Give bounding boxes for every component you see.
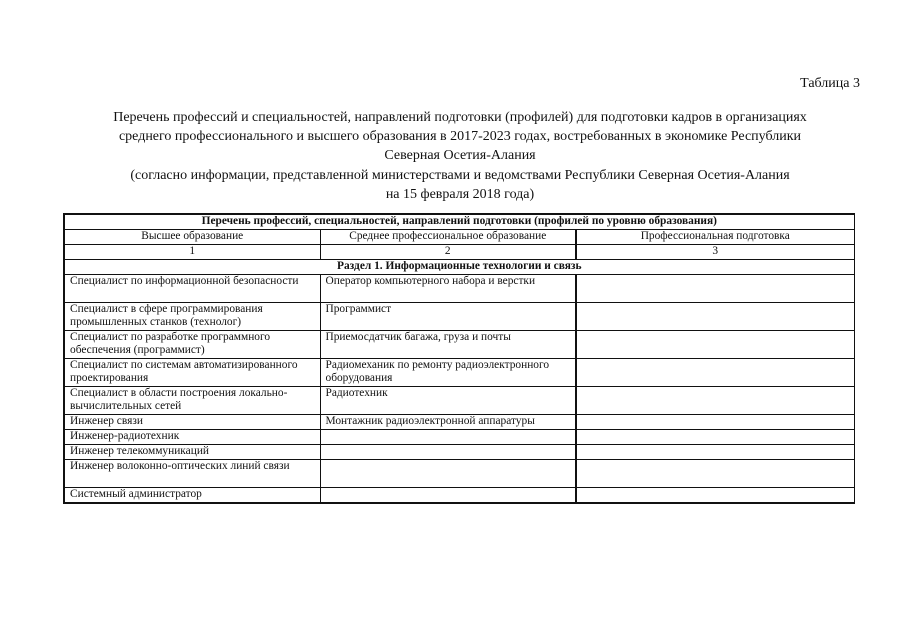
cell-vocational <box>576 460 854 488</box>
column-header-row <box>64 230 854 245</box>
cell-higher: Специалист в области построения локально-вычислительных сетей <box>64 387 320 415</box>
table-main-header-row <box>64 214 854 230</box>
cell-secondary: Оператор компьютерного набора и верстки <box>320 275 576 303</box>
cell-higher: Инженер-радиотехник <box>64 430 320 445</box>
cell-higher: Инженер волоконно-оптических линий связи <box>64 460 320 488</box>
table-row <box>64 460 854 488</box>
subtitle-line-2: на 15 февраля 2018 года) <box>385 187 535 202</box>
cell-vocational <box>576 331 854 359</box>
cell-secondary: Радиомеханик по ремонту радиоэлектронного оборудования <box>320 359 576 387</box>
table-number: Таблица 3 <box>800 76 860 91</box>
cell-higher: Инженер связи <box>64 415 320 430</box>
subtitle-line-1: (согласно информации, представленной министерствами и ведомствами Республики Северная Осетия-Алания <box>130 168 790 183</box>
title-line-1: Перечень профессий и специальностей, направлений подготовки (профилей) для подготовки кадров в организациях <box>113 110 807 125</box>
section-title: Раздел 1. Информационные технологии и связь <box>64 260 854 275</box>
table-row <box>64 331 854 359</box>
column-number-1: 1 <box>64 245 320 260</box>
cell-higher: Специалист по информационной безопасности <box>64 275 320 303</box>
table-row <box>64 430 854 445</box>
cell-secondary: Монтажник радиоэлектронной аппаратуры <box>320 415 576 430</box>
title-line-3: Северная Осетия-Алания <box>384 148 536 163</box>
table-row <box>64 445 854 460</box>
cell-higher: Специалист в сфере программирования промышленных станков (технолог) <box>64 303 320 331</box>
column-header-vocational: Профессиональная подготовка <box>576 230 854 245</box>
table-row <box>64 415 854 430</box>
cell-higher: Инженер телекоммуникаций <box>64 445 320 460</box>
cell-vocational <box>576 387 854 415</box>
column-number-row <box>64 245 854 260</box>
cell-higher: Специалист по разработке программного обеспечения (программист) <box>64 331 320 359</box>
cell-vocational <box>576 415 854 430</box>
cell-vocational <box>576 488 854 504</box>
column-number-2: 2 <box>320 245 576 260</box>
cell-secondary <box>320 445 576 460</box>
table-row <box>64 488 854 504</box>
column-number-3: 3 <box>576 245 854 260</box>
table-row <box>64 387 854 415</box>
cell-secondary <box>320 460 576 488</box>
column-header-secondary: Среднее профессиональное образование <box>320 230 576 245</box>
cell-vocational <box>576 303 854 331</box>
column-header-higher: Высшее образование <box>64 230 320 245</box>
cell-higher: Системный администратор <box>64 488 320 504</box>
cell-secondary: Радиотехник <box>320 387 576 415</box>
table-row <box>64 303 854 331</box>
cell-secondary: Приемосдатчик багажа, груза и почты <box>320 331 576 359</box>
section-row <box>64 260 854 275</box>
table-main-header: Перечень профессий, специальностей, направлений подготовки (профилей по уровню образования) <box>64 214 854 230</box>
cell-secondary <box>320 430 576 445</box>
cell-higher: Специалист по системам автоматизированного проектирования <box>64 359 320 387</box>
cell-vocational <box>576 445 854 460</box>
table-row <box>64 275 854 303</box>
cell-vocational <box>576 359 854 387</box>
cell-secondary: Программист <box>320 303 576 331</box>
document-heading <box>60 108 860 204</box>
cell-vocational <box>576 430 854 445</box>
title-line-2: среднего профессионального и высшего образования в 2017-2023 годах, востребованных в экономике Республики <box>118 129 802 144</box>
professions-table <box>63 213 855 504</box>
table-row <box>64 359 854 387</box>
cell-secondary <box>320 488 576 504</box>
cell-vocational <box>576 275 854 303</box>
